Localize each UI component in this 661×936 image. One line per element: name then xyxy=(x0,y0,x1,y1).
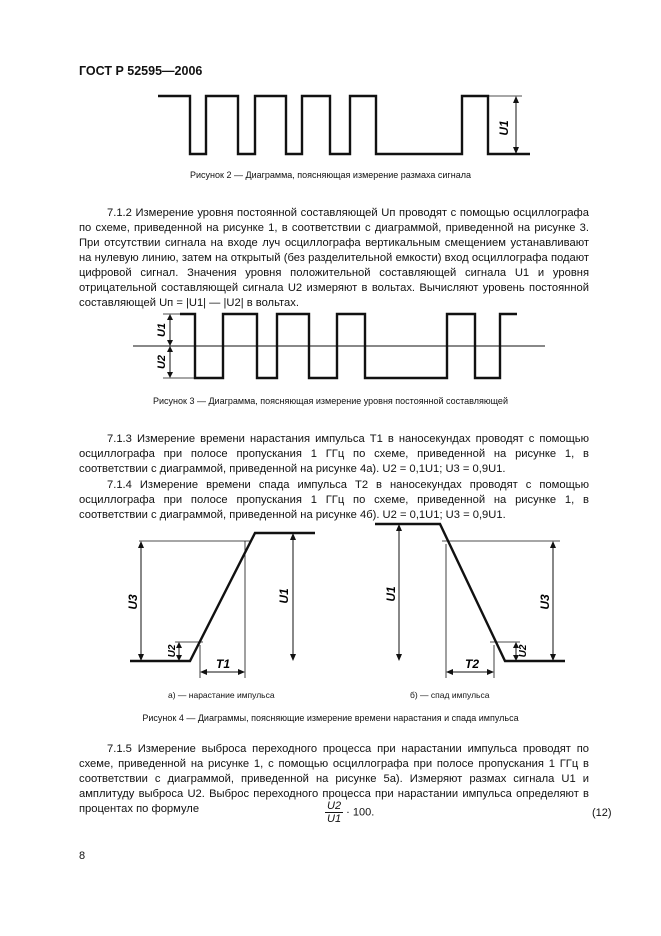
fig2-label-u1: U1 xyxy=(497,120,511,136)
formula-tail: · 100. xyxy=(346,806,375,819)
fig2-pulse-train xyxy=(158,96,530,154)
formula-denominator: U1 xyxy=(327,813,342,825)
figure-2-diagram xyxy=(150,88,550,160)
paragraph-7-1-2 xyxy=(79,206,589,311)
fig3-label-u1: U1 xyxy=(156,322,168,338)
fig4a-label-u3: U3 xyxy=(126,594,140,610)
figure-4b-diagram xyxy=(370,520,570,680)
fig4a-label-t1: T1 xyxy=(215,657,231,671)
fig4a-label-u1: U1 xyxy=(277,588,291,604)
fig3-label-u2: U2 xyxy=(156,354,168,370)
paragraph-7-1-3-text: 7.1.3 Измерение времени нарастания импульса T1 в наносекундах проводят с помощью осциллографа при полосе пропускания 1 ГГц по схеме, приведенной на рисунке 1, в соответствии с диаграммой, приведенной на рисунке 4а). U2 = 0,1U1; U3 = 0,9U1. xyxy=(79,433,589,475)
fig4b-label-u1: U1 xyxy=(384,586,398,602)
paragraph-7-1-4 xyxy=(79,478,589,523)
fig4b-label-t2: T2 xyxy=(464,657,480,671)
fig4a-label-u2: U2 xyxy=(167,644,178,658)
figure-3-caption: Рисунок 3 — Диаграмма, поясняющая измерение уровня постоянной составляющей xyxy=(153,396,508,406)
document-header: ГОСТ Р 52595—2006 xyxy=(79,64,203,78)
figure-3-diagram xyxy=(125,308,550,386)
figure-4a-diagram xyxy=(125,520,325,680)
figure-4a-subcaption: а) — нарастание импульса xyxy=(168,690,275,700)
formula-number: (12) xyxy=(592,807,612,819)
formula-12 xyxy=(325,800,374,825)
paragraph-7-1-2-text: 7.1.2 Измерение уровня постоянной составляющей Uп проводят с помощью осциллографа по схеме, приведенной на рисунке 1, в соответствии с диаграммой, приведенной на рисунке 3. При отсутствии сигнала на входе луч осциллографа вертикальным смещением устанавливают на нулевую линию, затем на открытый (без разделительной емкости) вход осциллографа подают цифровой сигнал. Значения уровня положительной составляющей сигнала U1 и уровня отрицательной составляющей сигнала U2 измеряют в вольтах. Вычисляют уровень постоянной составляющей Uп = |U1| — |U2| в вольтах. xyxy=(79,207,589,309)
formula-numerator: U2 xyxy=(327,800,342,812)
figure-4-caption: Рисунок 4 — Диаграммы, поясняющие измерение времени нарастания и спада импульса xyxy=(142,713,519,723)
fig4b-label-u3: U3 xyxy=(538,594,552,610)
paragraph-7-1-4-text: 7.1.4 Измерение времени спада импульса T2 в наносекундах проводят с помощью осциллографа при полосе пропускания 1 ГГц по схеме, приведенной на рисунке 1, в соответствии с диаграммой, приведенной на рисунке 4б). U2 = 0,1U1; U3 = 0,9U1. xyxy=(79,479,589,521)
fig4b-falling-edge xyxy=(375,524,565,661)
page-number: 8 xyxy=(79,850,86,862)
paragraph-7-1-5-text: 7.1.5 Измерение выброса переходного процесса при нарастании импульса проводят по схеме, приведенной на рисунке 1, с помощью осциллографа при полосе пропускания 1 ГГц в соответствии с диаграммой, приведенной на рисунке 5а). Измеряют размах сигнала U1 и амплитуду выброса U2. Выброс переходного процесса при нарастании импульса определяют в процентах по формуле xyxy=(79,743,589,815)
figure-4b-subcaption: б) — спад импульса xyxy=(410,690,490,700)
figure-2-caption: Рисунок 2 — Диаграмма, поясняющая измерение размаха сигнала xyxy=(190,170,471,180)
paragraph-7-1-3 xyxy=(79,432,589,477)
fig4b-label-u2: U2 xyxy=(518,644,529,658)
